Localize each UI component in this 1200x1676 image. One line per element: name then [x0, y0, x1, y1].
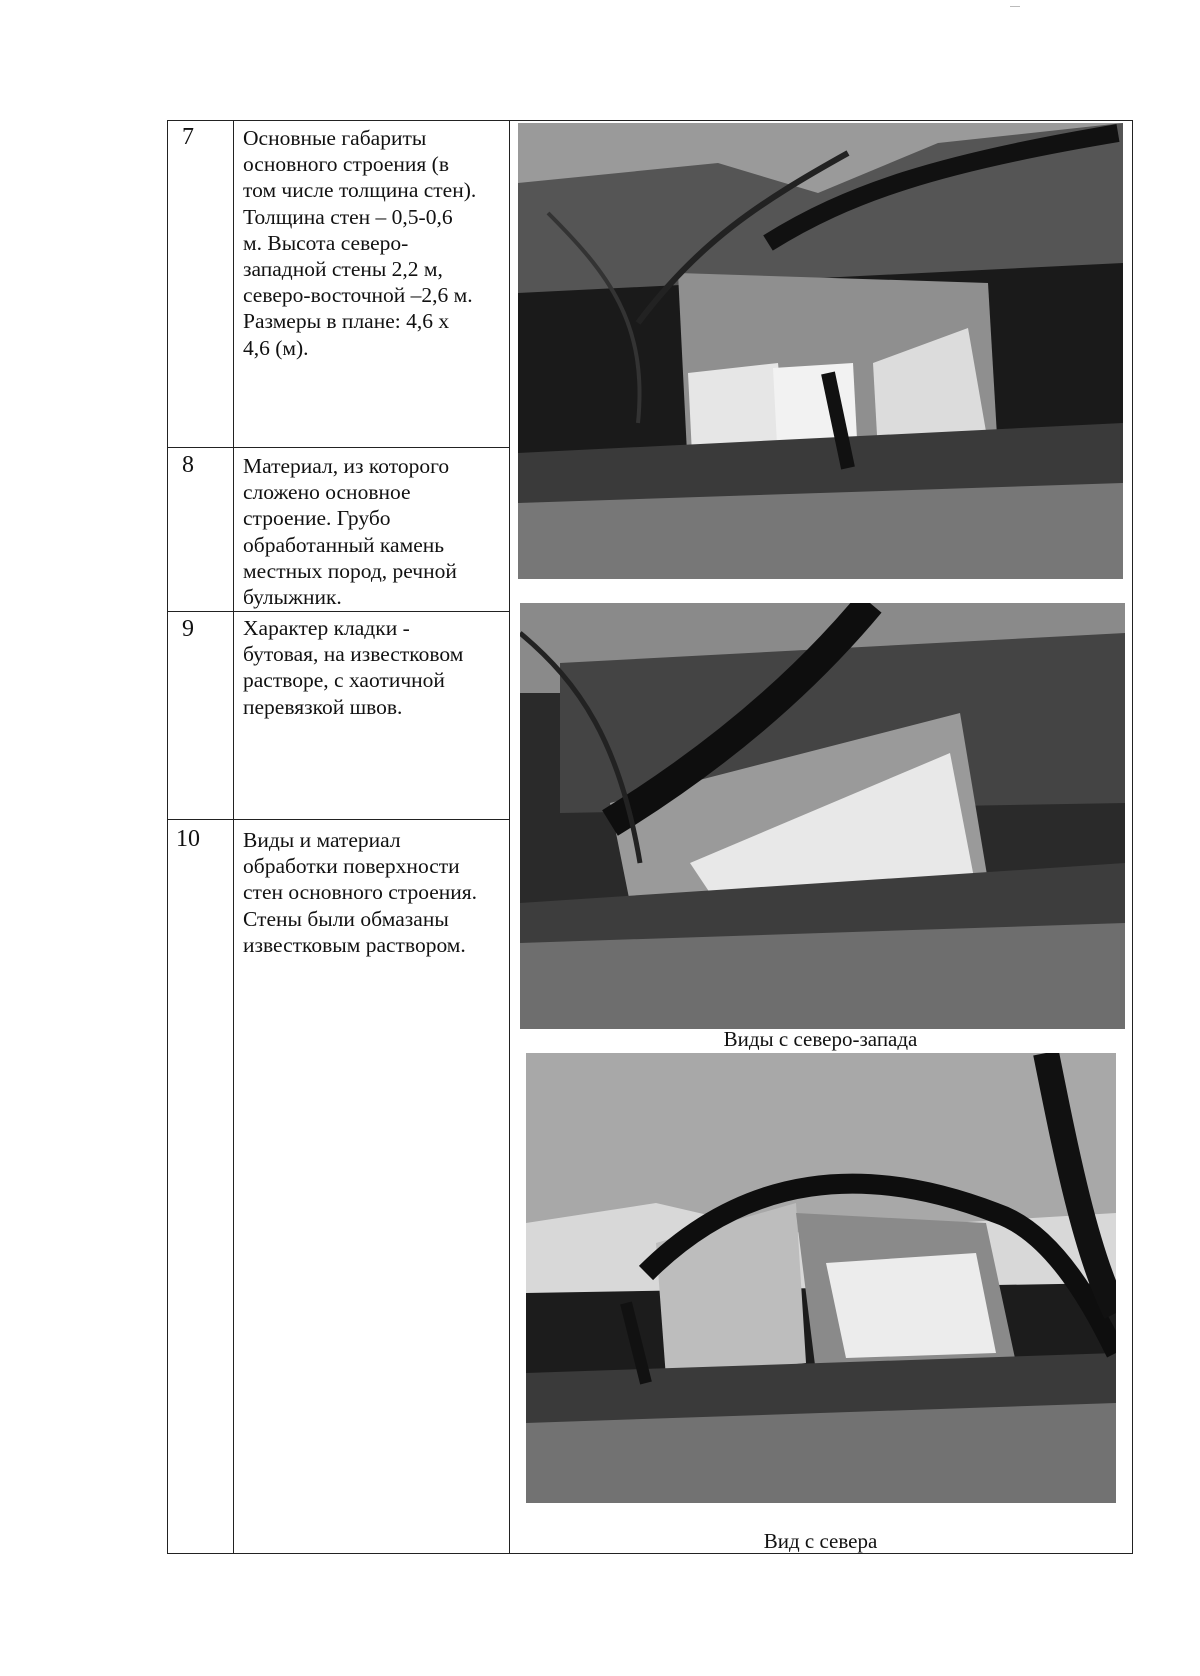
characteristics-table — [167, 120, 1133, 1554]
row-number: 8 — [182, 452, 194, 478]
row-description: Материал, из которого сложено основное строение. Грубо обработанный камень местных пород, речной булыжник. — [243, 454, 457, 610]
photo-northwest-2 — [520, 603, 1125, 1029]
row-number: 10 — [176, 826, 200, 852]
photo-northwest-1 — [518, 123, 1123, 579]
row-number: 9 — [182, 616, 194, 642]
column-divider — [233, 121, 234, 1553]
scan-mark — [1010, 6, 1020, 7]
row-number: 7 — [182, 124, 194, 150]
row-divider — [168, 611, 509, 612]
row-description: Основные габариты основного строения (в том числе толщина стен). Толщина стен – 0,5-0,6 м. Высота северо- западной стены 2,2 м, северо-восточной –2,6 м. Размеры в плане: 4,6 х 4,6 (м). — [243, 126, 477, 360]
row-description: Характер кладки - бутовая, на известковом растворе, с хаотичной перевязкой швов. — [243, 616, 464, 719]
photo-north — [526, 1053, 1116, 1503]
photo-caption-northwest: Виды с северо-запада — [723, 1027, 918, 1051]
column-divider — [509, 121, 510, 1553]
photo-caption-north: Вид с севера — [763, 1529, 878, 1553]
row-divider — [168, 819, 509, 820]
row-description: Виды и материал обработки поверхности стен основного строения. Стены были обмазаны известковым раствором. — [243, 828, 478, 957]
row-divider — [168, 447, 509, 448]
